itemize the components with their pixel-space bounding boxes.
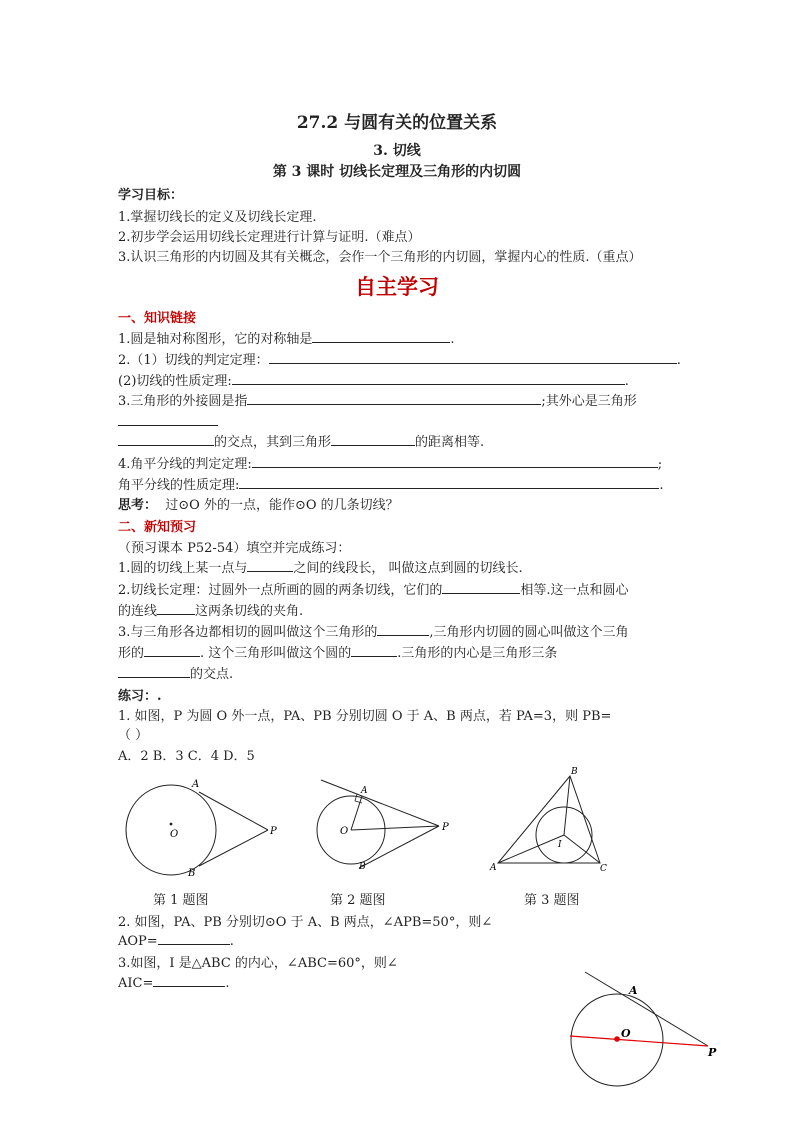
- knowledge-q2b: (2)切线的性质定理: .: [118, 370, 629, 389]
- fig3-triangle: [498, 776, 600, 863]
- knowledge-q2a: 2.（1）切线的判定定理： .: [118, 349, 681, 368]
- fig2-line-op: [351, 826, 439, 830]
- fig1-label-a: A: [192, 779, 200, 790]
- figure-2: [305, 770, 465, 880]
- preview-p2: 2.切线长定理：过圆外一点所画的圆的两条切线，它们的 相等.这一点和圆心: [118, 579, 629, 598]
- fig3-bisector-bi: [564, 776, 570, 835]
- answer-blank[interactable]: [252, 454, 658, 468]
- fig2-label-o: O: [340, 826, 349, 837]
- answer-blank[interactable]: [118, 664, 190, 678]
- fig4-label-o: O: [621, 1027, 631, 1040]
- fig3-label-i: I: [558, 840, 562, 850]
- fig1-center-dot: [170, 823, 173, 826]
- fig2-label-a: A: [361, 786, 368, 796]
- answer-blank[interactable]: [157, 601, 195, 615]
- answer-blank[interactable]: [312, 329, 450, 343]
- section-subtitle: 3. 切线: [373, 143, 421, 159]
- fig4-center-dot: [614, 1036, 620, 1042]
- page-title: 27.2 与圆有关的位置关系: [296, 113, 498, 133]
- figure-3: [488, 765, 628, 875]
- objectives-heading: 学习目标：: [118, 188, 184, 203]
- section1-heading: 一、知识链接: [118, 311, 197, 326]
- figure-4: [560, 970, 740, 1120]
- fig2-label-p: P: [442, 822, 449, 833]
- practice-q1-options: A．2 B．3 C．4 D．5: [118, 749, 255, 764]
- knowledge-q3: 3.三角形的外接圆是指 ;其外心是三角形: [118, 390, 637, 409]
- fig3-label-c: C: [600, 864, 607, 874]
- fig3-bisector-ci: [564, 835, 600, 863]
- answer-blank[interactable]: [269, 350, 677, 364]
- fig3-label-b: B: [571, 767, 578, 777]
- fig2-tangent-pb: [359, 826, 439, 868]
- answer-blank[interactable]: [247, 391, 541, 405]
- figure-1: [120, 770, 290, 880]
- fig1-tangent-pb: [199, 830, 268, 866]
- objective-item: 1.掌握切线长的定义及切线长定理.: [118, 210, 317, 225]
- figure-caption-3: 第 3 题图: [524, 893, 580, 908]
- fig4-label-a: A: [629, 984, 638, 997]
- fig4-label-p: P: [708, 1046, 717, 1059]
- fig2-tangent-pa: [321, 780, 439, 826]
- answer-blank[interactable]: [144, 643, 200, 657]
- fig4-red-line: [570, 1036, 708, 1046]
- think-question: 思考： 过⊙O 外的一点，能作⊙O 的几条切线？: [118, 498, 399, 513]
- fig2-label-b: B: [359, 862, 366, 872]
- fig4-tangent-line: [585, 972, 708, 1046]
- answer-blank[interactable]: [232, 371, 625, 385]
- answer-blank[interactable]: [158, 931, 230, 945]
- practice-q2-answer-line: AOP= .: [118, 931, 234, 949]
- practice-heading: 练习：.: [118, 689, 162, 704]
- fig1-label-p: P: [270, 826, 277, 837]
- preview-p3: 3.与三角形各边都相切的圆叫做这个三角形的 ,三角形内切圆的圆心叫做这个三角: [118, 621, 629, 640]
- preview-p3c: 的交点.: [118, 663, 233, 682]
- answer-blank[interactable]: [247, 558, 293, 572]
- fig1-tangent-pa: [199, 792, 268, 830]
- preview-p2b: 的连线 这两条切线的夹角.: [118, 600, 303, 619]
- answer-blank[interactable]: [118, 432, 214, 446]
- answer-blank[interactable]: [377, 622, 429, 636]
- objective-item: 3.认识三角形的内切圆及其有关概念，会作一个三角形的内切圆，掌握内心的性质.（重点）: [118, 250, 642, 265]
- preview-p1: 1.圆的切线上某一点与 之间的线段长， 叫做这点到圆的切线长.: [118, 557, 523, 576]
- fig1-label-o: O: [170, 829, 179, 840]
- answer-blank[interactable]: [118, 412, 218, 426]
- self-study-title: 自主学习: [355, 274, 439, 299]
- answer-blank[interactable]: [442, 580, 520, 594]
- objective-item: 2.初步学会运用切线长定理进行计算与证明.（难点）: [118, 230, 421, 245]
- practice-q3-answer-line: AIC= .: [118, 973, 230, 991]
- knowledge-q3b: 的交点，其到三角形 的距离相等.: [118, 431, 484, 450]
- lesson-title: 第 3 课时 切线长定理及三角形的内切圆: [272, 164, 522, 180]
- answer-blank[interactable]: [153, 973, 225, 987]
- fig3-label-a: A: [490, 863, 497, 873]
- section2-heading: 二、新知预习: [118, 520, 197, 535]
- figure-caption-2: 第 2 题图: [330, 893, 386, 908]
- practice-q1: 1. 如图，P 为圆 O 外一点，PA、PB 分别切圆 O 于 A、B 两点，若 PA=3，则 PB=: [118, 709, 612, 724]
- answer-blank[interactable]: [351, 643, 397, 657]
- figure-caption-1: 第 1 题图: [153, 893, 209, 908]
- answer-blank[interactable]: [239, 475, 659, 489]
- practice-q3: 3.如图，I 是△ABC 的内心，∠ABC=60°，则∠: [118, 956, 398, 971]
- knowledge-q4a: 4.角平分线的判定定理: ;: [118, 453, 662, 472]
- fig3-bisector-ai: [498, 835, 564, 863]
- practice-q1-answer[interactable]: （ ）: [118, 728, 149, 743]
- preview-intro: （预习课本 P52-54）填空并完成练习：: [118, 541, 351, 556]
- preview-p3b: 形的 . 这个三角形叫做这个圆的 .三角形的内心是三角形三条: [118, 642, 557, 661]
- practice-q2: 2. 如图，PA、PB 分别切⊙O 于 A、B 两点，∠APB=50°，则∠: [118, 915, 493, 930]
- answer-blank[interactable]: [331, 432, 415, 446]
- knowledge-q3-blank-line: [118, 412, 218, 430]
- fig1-label-b: B: [188, 868, 196, 879]
- knowledge-q1: 1.圆是轴对称图形，它的对称轴是 .: [118, 328, 455, 347]
- knowledge-q4b: 角平分线的性质定理: .: [118, 474, 664, 493]
